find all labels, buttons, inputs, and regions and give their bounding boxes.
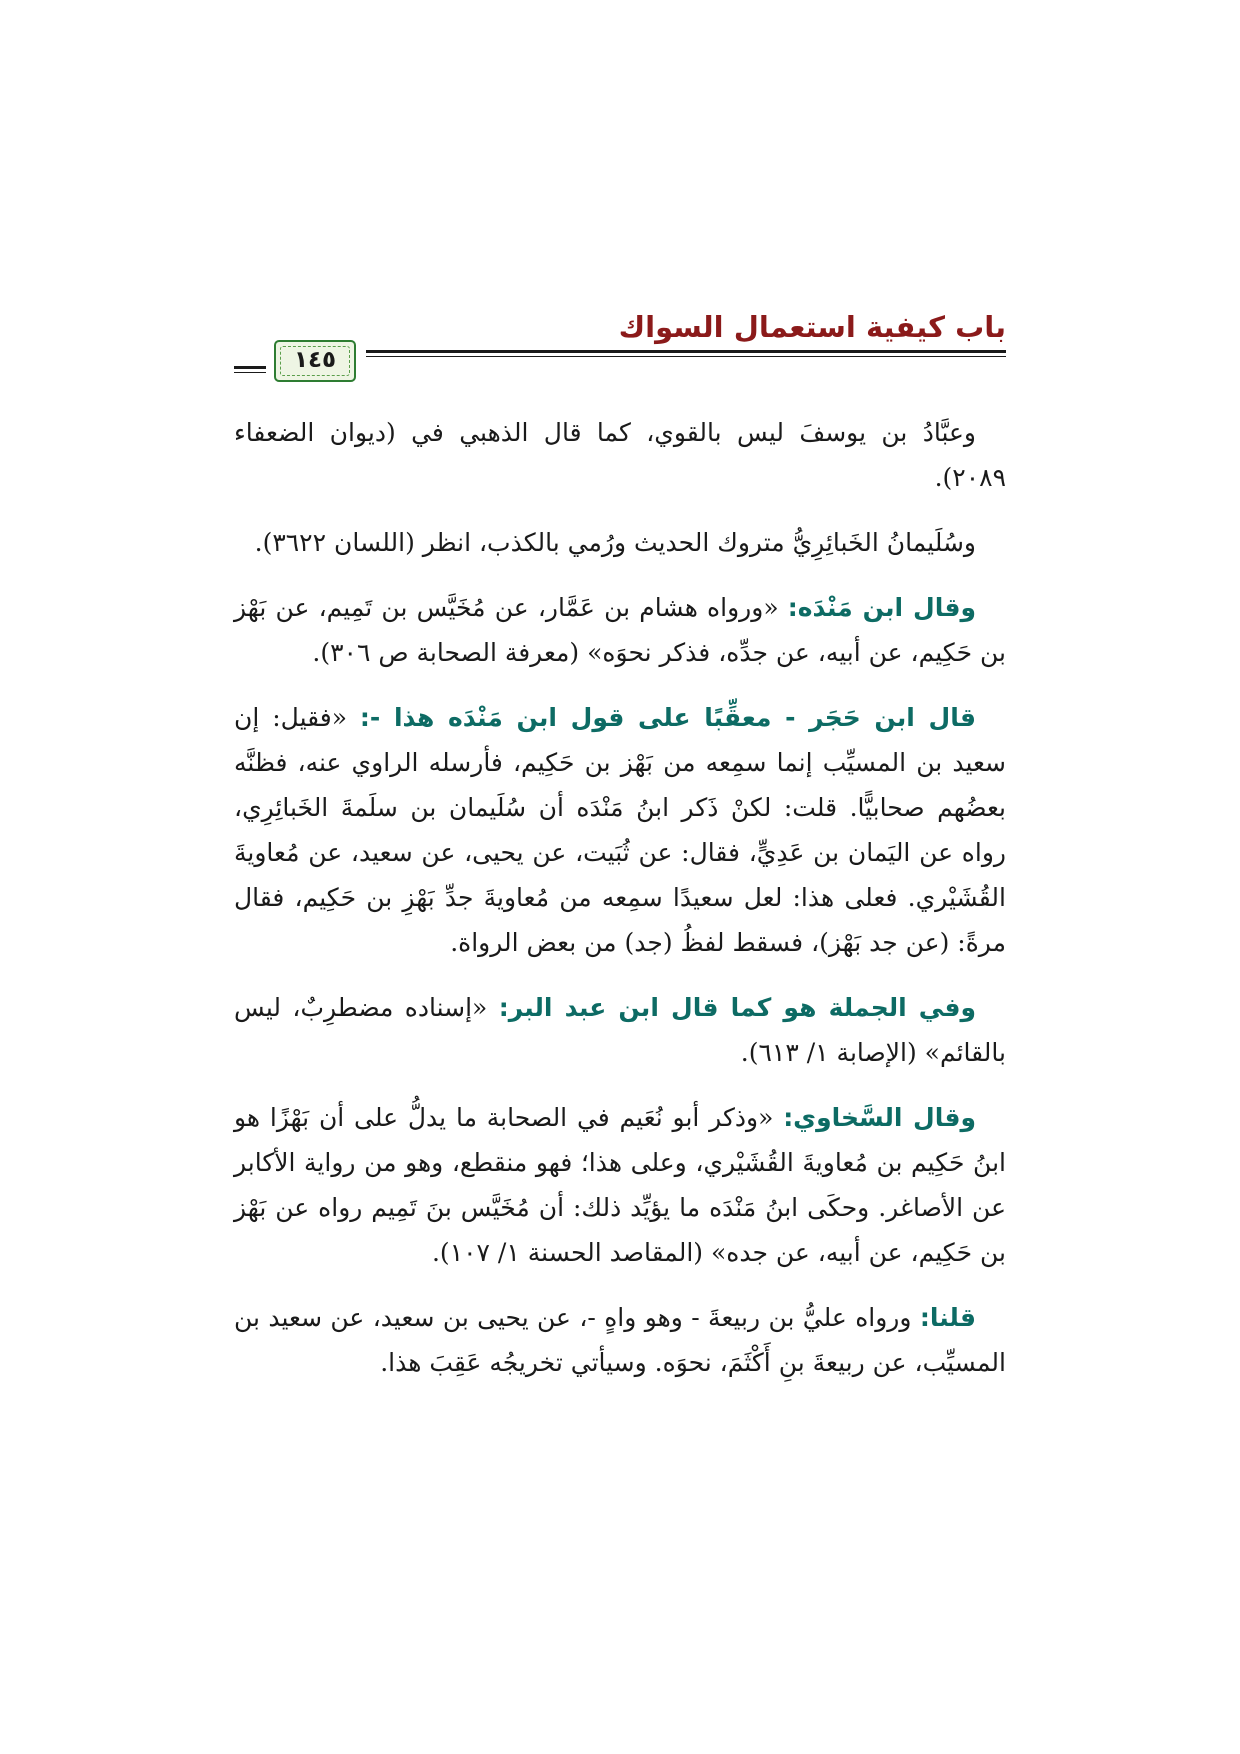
paragraph-lead: قلنا: xyxy=(919,1303,976,1332)
paragraph-text: وسُلَيمانُ الخَبائِرِيُّ متروك الحديث ورُمي بالكذب، انظر (اللسان ٣٦٢٢). xyxy=(254,528,976,557)
paragraph-ibn-abd-al-barr xyxy=(234,985,1006,1075)
header-rule-right xyxy=(366,350,1006,353)
paragraph-lead: وفي الجملة هو كما قال ابن عبد البر: xyxy=(498,993,977,1022)
paragraph-ibn-hajar xyxy=(234,695,1006,965)
header-rule-left-thin xyxy=(234,372,266,373)
paragraph-ibn-mandah xyxy=(234,585,1006,675)
paragraph-sulayman xyxy=(234,520,1006,565)
header-rule-left xyxy=(234,366,266,369)
paragraph-text: «إسناده مضطرِبٌ، ليس بالقائم» (الإصابة ١/ ٦١٣). xyxy=(234,993,1006,1067)
page-number: ١٤٥ xyxy=(293,347,337,373)
paragraph-lead: قال ابن حَجَر - معقِّبًا على قول ابن مَنْدَه هذا -: xyxy=(359,703,976,732)
paragraph-text: «ورواه هشام بن عَمَّار، عن مُخَيَّس بن تَمِيم، عن بَهْز بن حَكِيم، عن أبيه، عن جدِّه، فذكر نحوَه» (معرفة الصحابة ص ٣٠٦). xyxy=(234,593,1006,667)
paragraph-sakhawi xyxy=(234,1095,1006,1275)
chapter-title: باب كيفية استعمال السواك xyxy=(618,310,1006,344)
paragraph-qulna xyxy=(234,1295,1006,1385)
paragraph-text: ورواه عليُّ بن ربيعةَ - وهو واهٍ -، عن يحيى بن سعيد، عن سعيد بن المسيِّب، عن ربيعةَ بنِ أَكْثَمَ، نحوَه. وسيأتي تخريجُه عَقِبَ هذا. xyxy=(234,1303,1006,1377)
paragraph-lead: وقال ابن مَنْدَه: xyxy=(787,593,976,622)
page-number-badge xyxy=(274,340,356,382)
paragraph-abbad xyxy=(234,410,1006,500)
paragraph-text: وعبَّادُ بن يوسفَ ليس بالقوي، كما قال الذهبي في (ديوان الضعفاء ٢٠٨٩). xyxy=(234,418,1006,492)
header-rule-right-thin xyxy=(366,356,1006,357)
page-header xyxy=(234,300,1006,386)
page-body xyxy=(234,410,1006,1405)
paragraph-text: «وذكر أبو نُعَيم في الصحابة ما يدلُّ على أن بَهْزًا هو ابنُ حَكِيم بن مُعاويةَ القُشَيْري، وعلى هذا؛ فهو منقطع، وهو من رواية الأكابر عن الأصاغر. وحكَى ابنُ مَنْدَه ما يؤيِّد ذلك: أن مُخَيَّس بنَ تَمِيم رواه عن بَهْز بن حَكِيم، عن أبيه، عن جده» (المقاصد الحسنة ١/ ١٠٧). xyxy=(234,1103,1006,1267)
paragraph-text: «فقيل: إن سعيد بن المسيِّب إنما سمِعه من بَهْز بن حَكِيم، فأرسله الراوي عنه، فظنَّه بعضُهم صحابيًّا. قلت: لكنْ ذَكر ابنُ مَنْدَه أن سُلَيمان بن سلَمةَ الخَبائِرِي، رواه عن اليَمان بن عَدِيٍّ، فقال: عن ثُبَيت، عن يحيى، عن سعيد، عن مُعاويةَ القُشَيْري. فعلى هذا: لعل سعيدًا سمِعه من مُعاويةَ جدِّ بَهْزِ بن حَكِيم، فقال مرةً: (عن جد بَهْز)، فسقط لفظُ (جد) من بعض الرواة. xyxy=(234,703,1006,957)
paragraph-lead: وقال السَّخاوي: xyxy=(783,1103,976,1132)
